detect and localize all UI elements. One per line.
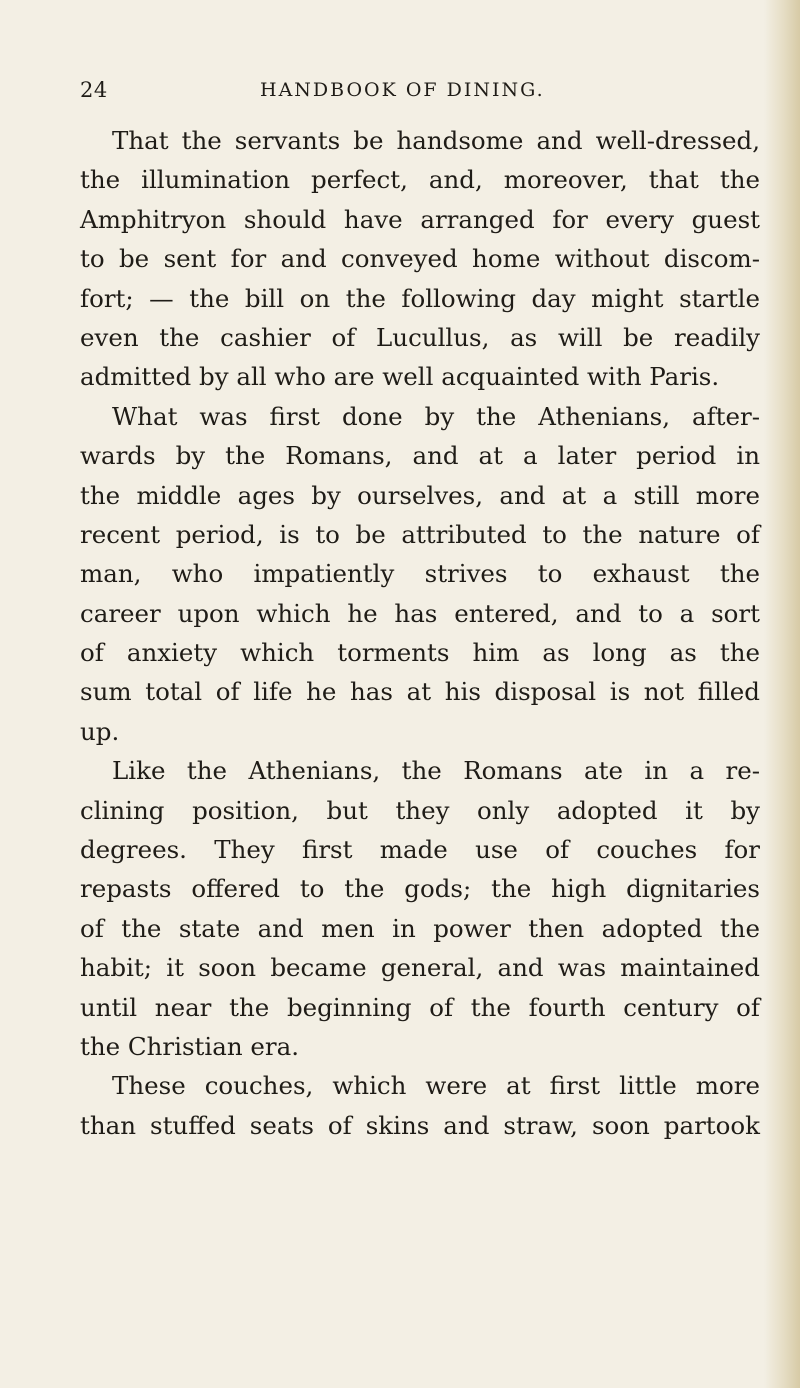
text-line: admitted by all who are well acquainted with Paris.: [80, 362, 720, 392]
text-line: man, who impatiently strives to exhaust the: [80, 559, 760, 589]
text-line: even the cashier of Lucullus, as will be readily: [80, 322, 760, 352]
text-line: These couches, which were at first little more: [112, 1071, 760, 1101]
text-line: Amphitryon should have arranged for every guest: [80, 204, 760, 234]
text-line: career upon which he has entered, and to a sort: [80, 598, 760, 628]
text-line: the middle ages by ourselves, and at a still more: [80, 480, 760, 510]
text-line: until near the beginning of the fourth century of: [80, 992, 760, 1022]
running-head-title: HANDBOOK OF DINING.: [260, 79, 545, 101]
text-line: repasts offered to the gods; the high dignitaries: [80, 874, 760, 904]
text-line: fort; — the bill on the following day might startle: [80, 283, 760, 313]
text-line: habit; it soon became general, and was maintained: [80, 953, 760, 983]
text-line: the Christian era.: [80, 1031, 300, 1061]
text-line: recent period, is to be attributed to the nature of: [80, 519, 760, 549]
text-line: of the state and men in power then adopted the: [80, 913, 760, 943]
text-line: clining position, but they only adopted it by: [80, 795, 760, 825]
page-edge-shading: [764, 0, 800, 1388]
text-line: Like the Athenians, the Romans ate in a re-: [112, 756, 760, 786]
page-number: 24: [80, 78, 108, 102]
text-line: than stuffed seats of skins and straw, soon partook: [80, 1110, 760, 1140]
running-head: [80, 78, 760, 108]
text-line: sum total of life he has at his disposal is not filled: [80, 677, 760, 707]
text-line: What was first done by the Athenians, after-: [112, 401, 760, 431]
text-line: to be sent for and conveyed home without discom-: [80, 244, 760, 274]
text-line: of anxiety which torments him as long as the: [80, 638, 760, 668]
text-line: That the servants be handsome and well-dressed,: [112, 126, 760, 155]
text-line: degrees. They first made use of couches for: [80, 835, 760, 865]
text-line: wards by the Romans, and at a later period in: [80, 441, 760, 471]
body-text: [80, 121, 760, 1145]
text-line: up.: [80, 716, 120, 746]
text-line: the illumination perfect, and, moreover, that the: [80, 165, 760, 195]
